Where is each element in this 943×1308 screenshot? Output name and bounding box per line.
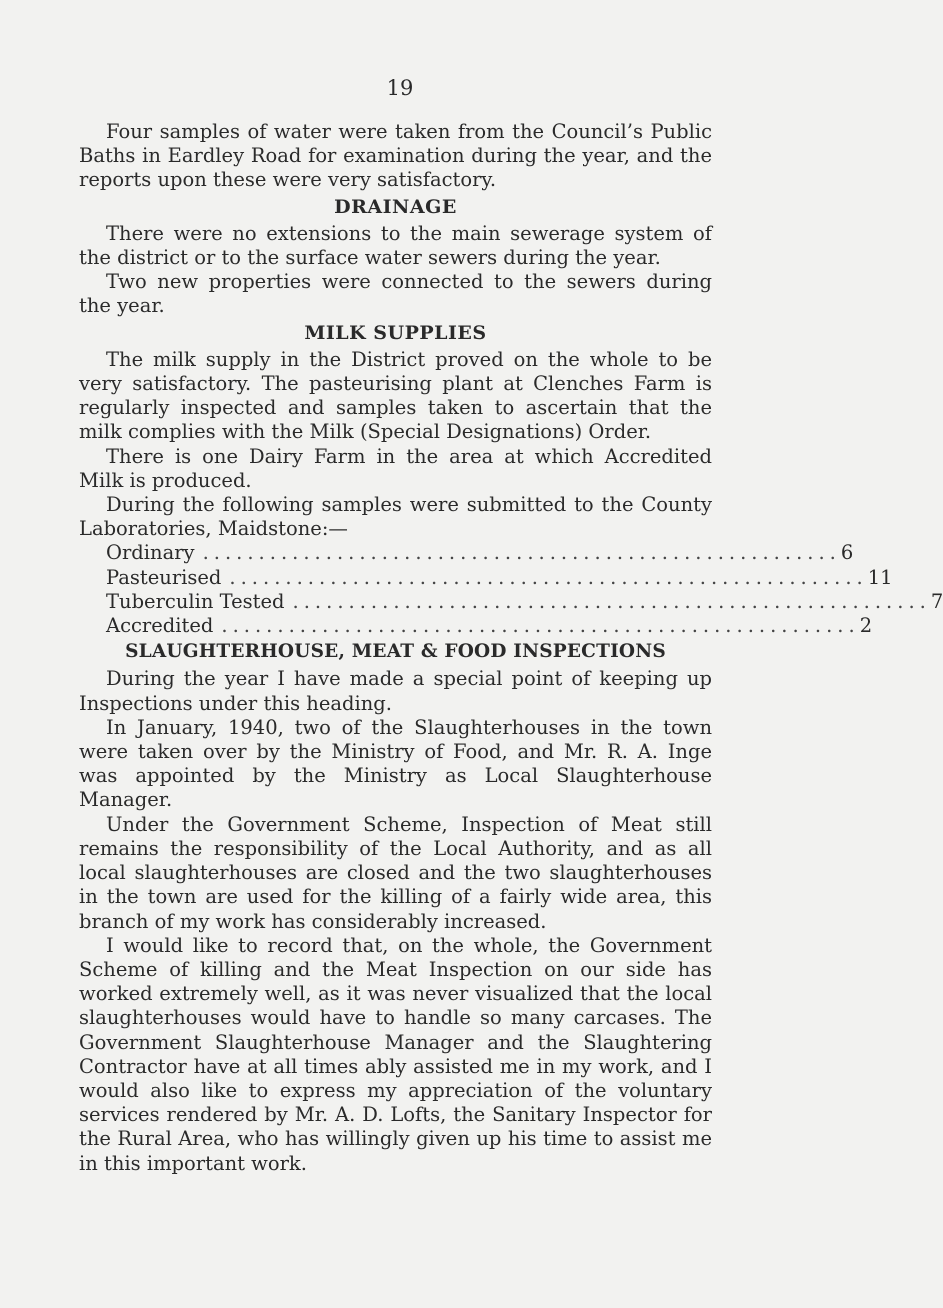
sample-row bbox=[106, 614, 873, 638]
page-number: 19 bbox=[386, 76, 414, 100]
intro-paragraph: Four samples of water were taken from the Council’s Public Baths in Eardley Road for examination during the year, and the reports upon these were very satisfactory. bbox=[79, 120, 712, 192]
milk-paragraph: During the following samples were submitted to the County Laboratories, Maidstone:— bbox=[79, 493, 712, 541]
slaughterhouse-heading: SLAUGHTERHOUSE, MEAT & FOOD INSPECTIONS bbox=[125, 641, 666, 663]
sample-label: Tuberculin Tested bbox=[106, 589, 285, 613]
slaughter-paragraph: In January, 1940, two of the Slaughterhouses in the town were taken over by the Ministry of Food, and Mr. R. A. Inge was appointed by the Ministry as Local Slaughterhouse Manager. bbox=[79, 715, 712, 812]
sample-row bbox=[106, 541, 854, 565]
sample-count: 2 bbox=[859, 614, 873, 638]
milk-paragraph: There is one Dairy Farm in the area at which Accredited Milk is produced. bbox=[79, 444, 712, 492]
leader-dots: ......................................................... bbox=[292, 589, 931, 613]
milk-supplies-heading: MILK SUPPLIES bbox=[304, 321, 487, 344]
sample-label: Accredited bbox=[106, 614, 214, 638]
milk-samples-list bbox=[79, 541, 943, 638]
slaughter-paragraph: Under the Government Scheme, Inspection of Meat still remains the responsibility of the Local Authority, and as all local slaughterhouses are closed and the two slaughterhouses in the town are used for the killing of a fairly wide area, this branch of my work has considerably increased. bbox=[79, 812, 712, 933]
sample-count: 7 bbox=[930, 589, 943, 613]
sample-row bbox=[106, 589, 943, 614]
drainage-paragraph: There were no extensions to the main sewerage system of the district or to the surface water sewers during the year. bbox=[79, 221, 712, 270]
sample-count: 11 bbox=[867, 565, 893, 589]
sample-row bbox=[106, 565, 893, 590]
drainage-heading: DRAINAGE bbox=[334, 195, 457, 218]
slaughter-paragraph: During the year I have made a special point of keeping up Inspections under this heading. bbox=[79, 667, 712, 715]
sample-label: Pasteurised bbox=[106, 565, 222, 589]
leader-dots: ......................................................... bbox=[202, 541, 841, 565]
leader-dots: ......................................................... bbox=[229, 565, 868, 589]
leader-dots: ......................................................... bbox=[221, 614, 860, 638]
milk-paragraph: The milk supply in the District proved on the whole to be very satisfactory. The pasteurising plant at Clenches Farm is regularly inspected and samples taken to ascertain that the milk complies with the Milk (Special Designations) Order. bbox=[79, 347, 712, 444]
slaughter-paragraph: I would like to record that, on the whole, the Government Scheme of killing and the Meat Inspection on our side has worked extremely well, as it was never visualized that the local slaughterhouses would have to handle so many carcases. The Government Slaughterhouse Manager and the Slaughtering Contractor have at all times ably assisted me in my work, and I would also like to express my appreciation of the voluntary services rendered by Mr. A. D. Lofts, the Sanitary Inspector for the Rural Area, who has willingly given up his time to assist me in this important work. bbox=[79, 933, 712, 1175]
page-body bbox=[79, 120, 943, 1176]
sample-count: 6 bbox=[840, 541, 854, 565]
sample-label: Ordinary bbox=[106, 541, 195, 565]
drainage-paragraph: Two new properties were connected to the sewers during the year. bbox=[79, 270, 712, 318]
